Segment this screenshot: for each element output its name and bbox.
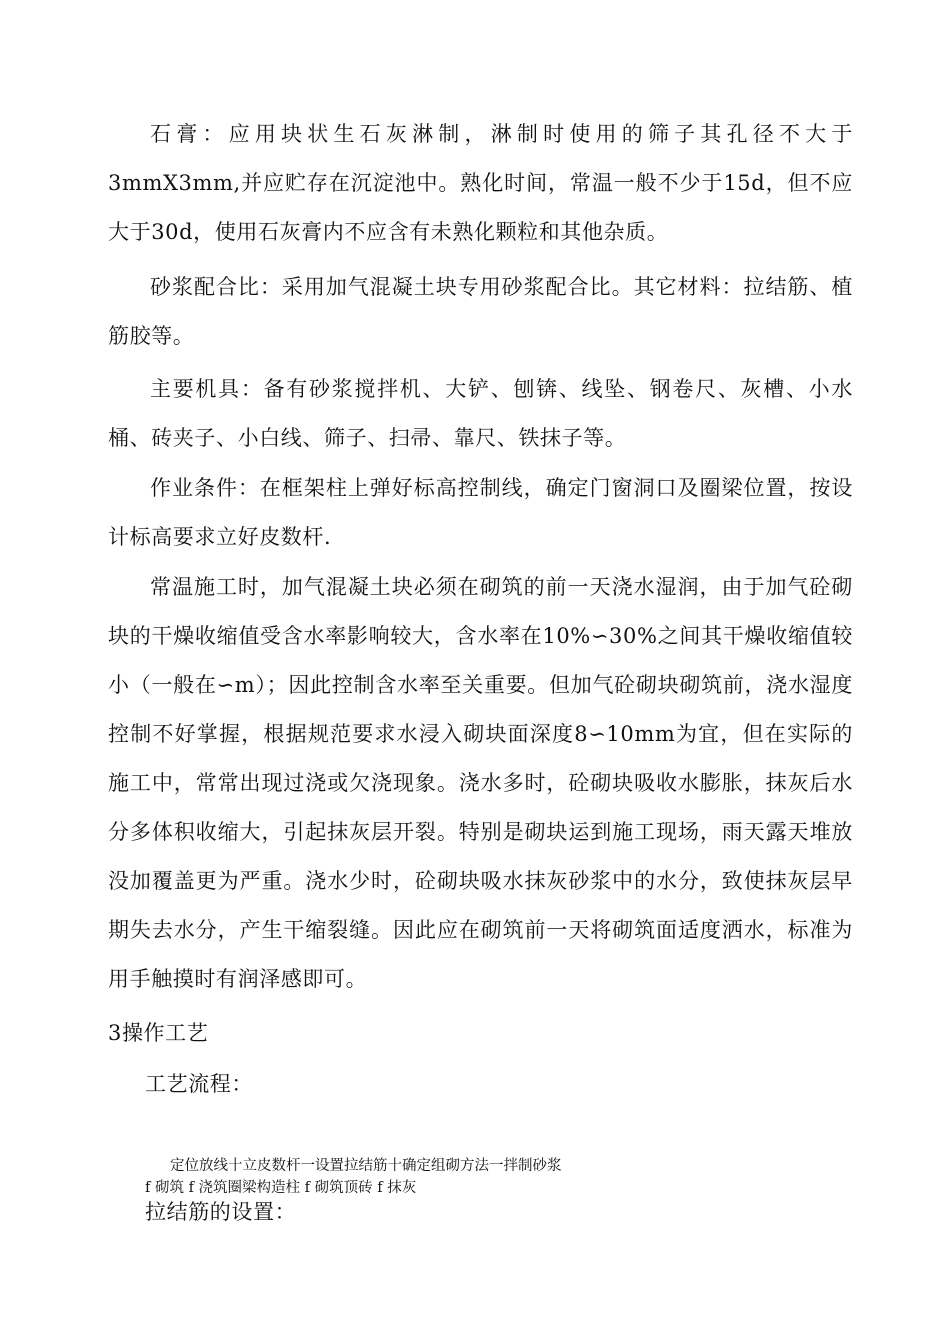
paragraph-gypsum: 石膏：应用块状生石灰淋制，淋制时使用的筛子其孔径不大于3mmX3mm,并应贮存在沉淀池中。熟化时间，常温一般不少于15d，但不应大于30d，使用石灰膏内不应含有未熟化颗粒和其他杂质。	[108, 122, 853, 244]
process-flow-line: 定位放线十立皮数杆一设置拉结筋十确定组砌方法一拌制砂浆	[170, 1158, 562, 1174]
paragraph-work-conditions: 作业条件：在框架柱上弹好标高控制线，确定门窗洞口及圈梁位置，按设计标高要求立好皮数杆.	[108, 476, 853, 549]
paragraph-mortar-mix: 砂浆配合比：采用加气混凝土块专用砂浆配合比。其它材料：拉结筋、植筋胶等。	[108, 275, 853, 348]
process-flow-text	[145, 1155, 665, 1199]
paragraph-main-tools: 主要机具：备有砂浆搅拌机、大铲、刨锛、线坠、钢卷尺、灰槽、小水桶、砖夹子、小白线、筛子、扫帚、靠尺、铁抹子等。	[108, 377, 853, 450]
process-flow-heading: 工艺流程：	[145, 1072, 253, 1096]
rebar-setting-heading: 拉结筋的设置：	[145, 1200, 297, 1224]
section-heading: 3操作工艺	[108, 1021, 209, 1045]
paragraph-normal-temperature: 常温施工时，加气混凝土块必须在砌筑的前一天浇水湿润，由于加气砼砌块的干燥收缩值受含水率影响较大，含水率在10%∽30%之间其干燥收缩值较小（一般在∽m）；因此控制含水率至关重要。但加气砼砌块砌筑前，浇水湿度控制不好掌握，根据规范要求水浸入砌块面深度8∽10mm为宜，但在实际的施工中，常常出现过浇或欠浇现象。浇水多时，砼砌块吸收水膨胀，抹灰后水分多体积收缩大，引起抹灰层开裂。特别是砌块运到施工现场，雨天露天堆放没加覆盖更为严重。浇水少时，砼砌块吸水抹灰砂浆中的水分，致使抹灰层早期失去水分，产生干缩裂缝。因此应在砌筑前一天将砌筑面适度洒水，标准为用手触摸时有润泽感即可。	[108, 575, 853, 991]
process-flow-line: f 砌筑 f 浇筑圈梁构造柱 f 砌筑顶砖 f 抹灰	[145, 1180, 417, 1196]
